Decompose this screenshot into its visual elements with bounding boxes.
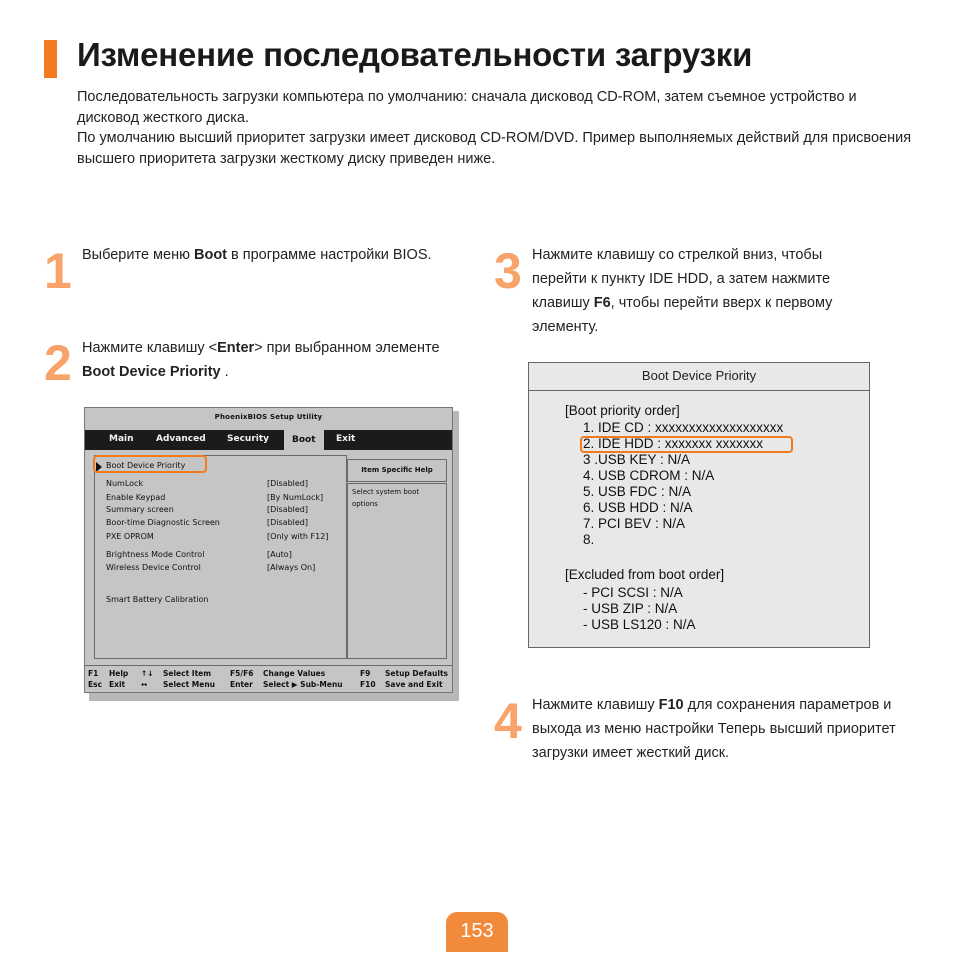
excluded-item-1[interactable]: - PCI SCSI : N/A (583, 585, 683, 600)
step-3-text-b: , чтобы перейти вверх к первому элементу. (532, 295, 833, 335)
bios-menu-exit[interactable]: Exit (336, 434, 356, 444)
bios-item-brightness-mode[interactable]: Brightness Mode Control (106, 550, 205, 559)
bios-item-diagnostic-screen[interactable]: Boor-time Diagnostic Screen (106, 518, 220, 527)
bios-item-boot-device-priority[interactable]: Boot Device Priority (106, 461, 186, 470)
bios-key-f5f6: F5/F6 (230, 669, 254, 678)
page-number: 153 (460, 920, 494, 942)
page-title: Изменение последовательности загрузки (77, 36, 753, 73)
bios-value-pxe-oprom[interactable]: [Only with F12] (267, 532, 329, 541)
bios-item-wireless-device[interactable]: Wireless Device Control (106, 563, 201, 572)
intro-text (77, 87, 917, 169)
step-2-bold-enter: Enter (217, 340, 255, 356)
bios-key-f1: F1 (88, 669, 99, 678)
bios-key-exit-label: Exit (109, 680, 126, 689)
bios-help-text: Select system boot options (352, 488, 420, 508)
step-2-number: 2 (44, 335, 72, 391)
bios-menu-main[interactable]: Main (109, 434, 134, 444)
step-4-text-a: Нажмите клавишу (532, 697, 659, 713)
step-2-bold-boot-device: Boot Device Priority (82, 364, 221, 380)
bios-key-esc: Esc (88, 680, 103, 689)
bios-item-pxe-oprom[interactable]: PXE OPROM (106, 532, 154, 541)
boot-priority-panel (528, 362, 870, 648)
bios-item-numlock[interactable]: NumLock (106, 479, 144, 488)
step-4-text (532, 693, 902, 765)
excluded-item-3[interactable]: - USB LS120 : N/A (583, 617, 696, 632)
bios-value-brightness-mode[interactable]: [Auto] (267, 550, 292, 559)
bios-key-enter: Enter (230, 680, 253, 689)
step-2-text-a: Нажмите клавишу < (82, 340, 218, 356)
step-3-bold-f6: F6 (593, 295, 611, 311)
bios-menu-security[interactable]: Security (227, 434, 270, 444)
step-1-text-a: Выберите меню (82, 247, 194, 263)
bios-menu-advanced[interactable]: Advanced (156, 434, 206, 444)
bios-item-summary-screen[interactable]: Summary screen (106, 505, 174, 514)
bios-footer (85, 665, 452, 694)
boot-order-item-8[interactable]: 8. (583, 532, 595, 547)
bios-key-submenu-label: Select ▶ Sub-Menu (263, 680, 343, 689)
boot-priority-title: Boot Device Priority (529, 363, 869, 391)
bios-value-diagnostic-screen[interactable]: [Disabled] (267, 518, 308, 527)
step-4-number: 4 (494, 693, 522, 749)
bios-menu-bar (85, 430, 452, 450)
intro-paragraph-2: По умолчанию высший приоритет загрузки имеет дисковод CD-ROM/DVD. Пример выполняемых действий для присвоения высшего приоритета загрузки жесткому диску приведен ниже. (77, 130, 912, 167)
excluded-heading: [Excluded from boot order] (565, 567, 725, 582)
step-4-text-b: для сохранения параметров и выхода из меню настройки Теперь высший приоритет загрузки имеет жесткий диск. (532, 697, 896, 761)
step-1-bold-boot: Boot (193, 247, 227, 263)
bios-key-setup-defaults-label: Setup Defaults (385, 669, 448, 678)
boot-order-item-6[interactable]: 6. USB HDD : N/A (583, 500, 693, 515)
bios-key-help-label: Help (109, 669, 129, 678)
boot-order-item-5[interactable]: 5. USB FDC : N/A (583, 484, 692, 499)
bios-menu-boot[interactable]: Boot (284, 430, 324, 450)
bios-value-wireless-device[interactable]: [Always On] (267, 563, 316, 572)
boot-order-item-1[interactable]: 1. IDE CD : xxxxxxxxxxxxxxxxxxx (583, 420, 784, 435)
bios-key-change-values-label: Change Values (263, 669, 326, 678)
title-accent-bar (44, 40, 57, 78)
boot-order-item-2[interactable]: 2. IDE HDD : xxxxxxx xxxxxxx (583, 436, 764, 451)
intro-paragraph-1: Последовательность загрузки компьютера по умолчанию: сначала дисковод CD-ROM, затем съемное устройство и дисковод жесткого диска. (77, 89, 857, 126)
bios-key-f9: F9 (360, 669, 371, 678)
bios-key-f10: F10 (360, 680, 376, 689)
step-2-text-c: . (220, 364, 229, 380)
bios-key-leftright-icon: ↔ (141, 680, 148, 689)
step-3-text-a: Нажмите клавишу со стрелкой вниз, чтобы перейти к пункту IDE HDD, а затем нажмите клавишу (532, 247, 831, 311)
bios-item-enable-keypad[interactable]: Enable Keypad (106, 493, 166, 502)
step-1-text (82, 243, 442, 267)
bios-value-enable-keypad[interactable]: [By NumLock] (267, 493, 324, 502)
bios-value-numlock[interactable]: [Disabled] (267, 479, 308, 488)
boot-order-item-4[interactable]: 4. USB CDROM : N/A (583, 468, 715, 483)
bios-help-header: Item Specific Help (347, 459, 447, 482)
bios-screenshot (84, 407, 453, 693)
step-4-bold-f10: F10 (658, 697, 684, 713)
step-3-number: 3 (494, 243, 522, 299)
step-2-text (82, 336, 442, 384)
bios-title: PhoenixBIOS Setup Utility (214, 413, 323, 421)
bios-key-select-item-label: Select Item (163, 669, 212, 678)
bios-item-smart-battery[interactable]: Smart Battery Calibration (106, 595, 209, 604)
excluded-item-2[interactable]: - USB ZIP : N/A (583, 601, 678, 616)
step-3-text (532, 243, 877, 339)
bios-key-select-menu-label: Select Menu (163, 680, 216, 689)
bios-key-save-exit-label: Save and Exit (385, 680, 443, 689)
boot-order-item-7[interactable]: 7. PCI BEV : N/A (583, 516, 686, 531)
step-2-text-b: > при выбранном элементе (254, 340, 440, 356)
boot-order-item-3[interactable]: 3 .USB KEY : N/A (583, 452, 691, 467)
bios-value-summary-screen[interactable]: [Disabled] (267, 505, 308, 514)
step-1-number: 1 (44, 243, 72, 299)
bios-key-updown-icon: ↑↓ (141, 669, 154, 678)
step-1-text-b: в программе настройки BIOS. (227, 247, 432, 263)
boot-order-heading: [Boot priority order] (565, 403, 680, 418)
